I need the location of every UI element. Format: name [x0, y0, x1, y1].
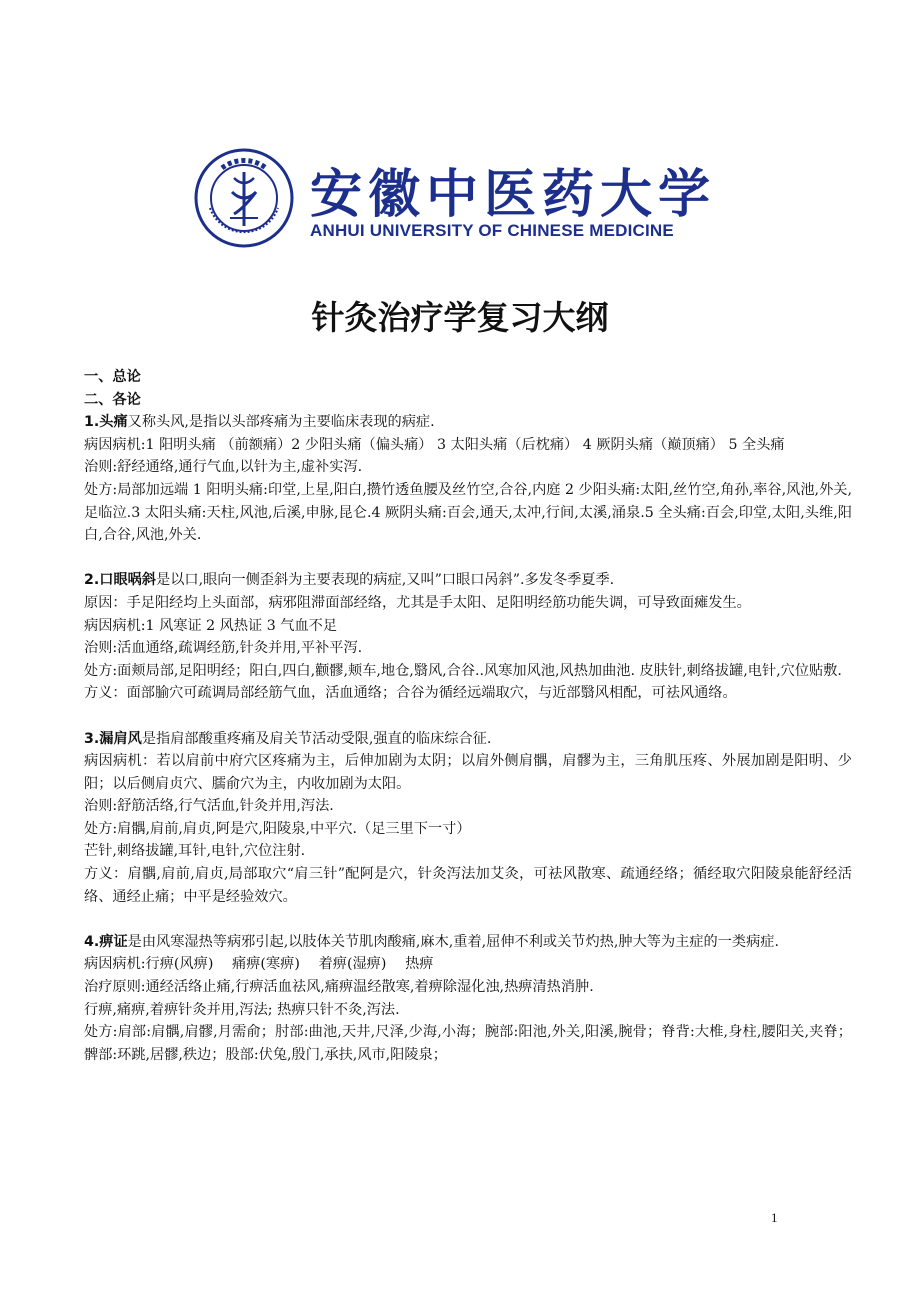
p2-heading: 2.口眼㖞斜	[84, 572, 157, 589]
p2-definition	[84, 569, 852, 592]
university-name-cn: 安徽中医药大学	[310, 164, 717, 225]
university-name-en: ANHUI UNIVERSITY OF CHINESE MEDICINE	[310, 221, 674, 240]
section-heading-general: 一、总论	[84, 369, 141, 385]
p2-fangyi: 方义：面部腧穴可疏调局部经筋气血，活血通络；合谷为循经远端取穴，与近部翳风相配，可祛风通络。	[84, 685, 737, 702]
university-seal-icon	[194, 148, 294, 248]
p1-zhize: 治则:舒经通络,通行气血,以针为主,虚补实泻.	[84, 459, 363, 476]
p4-heading: 4.痹证	[84, 933, 128, 950]
p4-zhenjiu: 行痹,痛痹,着痹针灸并用,泻法; 热痹只针不灸,泻法.	[84, 1001, 400, 1018]
section-heading-specific: 二、各论	[84, 391, 141, 408]
document-title: 针灸治疗学复习大纲	[311, 298, 609, 337]
p1-definition	[84, 411, 852, 434]
p4-zhiliao: 治疗原则:通经活络止痛,行痹活血祛风,痛痹温经散寒,着痹除湿化浊,热痹清热消肿.	[84, 979, 594, 996]
p1-heading: 1.头痛	[84, 414, 128, 431]
p4-definition	[84, 931, 852, 954]
p2-yuanyin: 原因：手足阳经均上头面部，病邪阻滞面部经络，尤其是手太阳、足阳明经筋功能失调，可导致面瘫发生。	[84, 594, 751, 611]
p2-chufang: 处方:面颊局部,足阳明经；阳白,四白,颧髎,颊车,地仓,翳风,合谷..风寒加风池,风热加曲池. 皮肤针,刺络拔罐,电针,穴位贴敷.	[84, 662, 842, 679]
p3-fangyi: 方义：肩髃,肩前,肩贞,局部取穴“肩三针”配阿是穴，针灸泻法加艾灸，可祛风散寒、疏通经络；循经取穴阳陵泉能舒经活络、通经止痛；中平是经验效穴。	[84, 866, 852, 905]
p3-def-text: 是指肩部酸重疼痛及肩关节活动受限,强直的临床综合征.	[141, 730, 492, 747]
p4-bingji: 病因病机:行痹(风痹) 痛痹(寒痹) 着痹(湿痹) 热痹	[84, 956, 434, 973]
p3-bingji: 病因病机：若以肩前中府穴区疼痛为主，后伸加剧为太阴；以肩外侧肩髃，肩髎为主，三角肌压疼、外展加剧是阳明、少阳；以后侧肩贞穴、臑俞穴为主，内收加剧为太阳。	[84, 753, 852, 792]
p4-chufang: 处方:肩部:肩髃,肩髎,月需俞；肘部:曲池,天井,尺泽,少海,小海；腕部:阳池,外关,阳溪,腕骨；脊背:大椎,身柱,腰阳关,夹脊；髀部:环跳,居髎,秩边；股部:伏兔,殷门,承扶,风市,阳陵泉；	[84, 1024, 852, 1063]
p3-other: 芒针,刺络拔罐,耳针,电针,穴位注射.	[84, 843, 306, 860]
p1-def-text: 又称头风,是指以头部疼痛为主要临床表现的病症.	[127, 414, 435, 431]
p3-zhize: 治则:舒筋活络,行气活血,针灸并用,泻法.	[84, 798, 334, 815]
p2-bingji: 病因病机:1 风寒证 2 风热证 3 气血不足	[84, 617, 338, 634]
document-body	[84, 366, 852, 1066]
p4-def-text: 是由风寒湿热等病邪引起,以肢体关节肌肉酸痛,麻木,重着,屈伸不利或关节灼热,肿大等为主症的一类病症.	[127, 933, 779, 950]
page-number: 1	[771, 1210, 778, 1225]
p2-def-text: 是以口,眼向一侧歪斜为主要表现的病症,又叫”口眼口呙斜”.多发冬季夏季.	[156, 572, 615, 589]
p1-bingji: 病因病机:1 阳明头痛 （前额痛）2 少阳头痛（偏头痛） 3 太阳头痛（后枕痛） 4 厥阴头痛（巅顶痛） 5 全头痛	[84, 436, 785, 453]
p2-zhize: 治则:活血通络,疏调经筋,针灸并用,平补平泻.	[84, 640, 363, 657]
p3-definition	[84, 728, 852, 751]
university-header	[194, 144, 717, 254]
p3-heading: 3.漏肩风	[84, 730, 142, 747]
p3-chufang: 处方:肩髃,肩前,肩贞,阿是穴,阳陵泉,中平穴.（足三里下一寸）	[84, 820, 471, 837]
p1-chufang: 处方:局部加远端 1 阳明头痛:印堂,上星,阳白,攒竹透鱼腰及丝竹空,合谷,内庭 2 少阳头痛:太阳,丝竹空,角孙,率谷,风池,外关,足临泣.3 太阳头痛:天柱,风池,后溪,申脉,昆仑.4 厥阴头痛:百会,通天,太冲,行间,太溪,涌泉.5 全头痛:百会,印堂,太阳,头维,阳白,合谷,风池,外关.	[84, 481, 852, 544]
